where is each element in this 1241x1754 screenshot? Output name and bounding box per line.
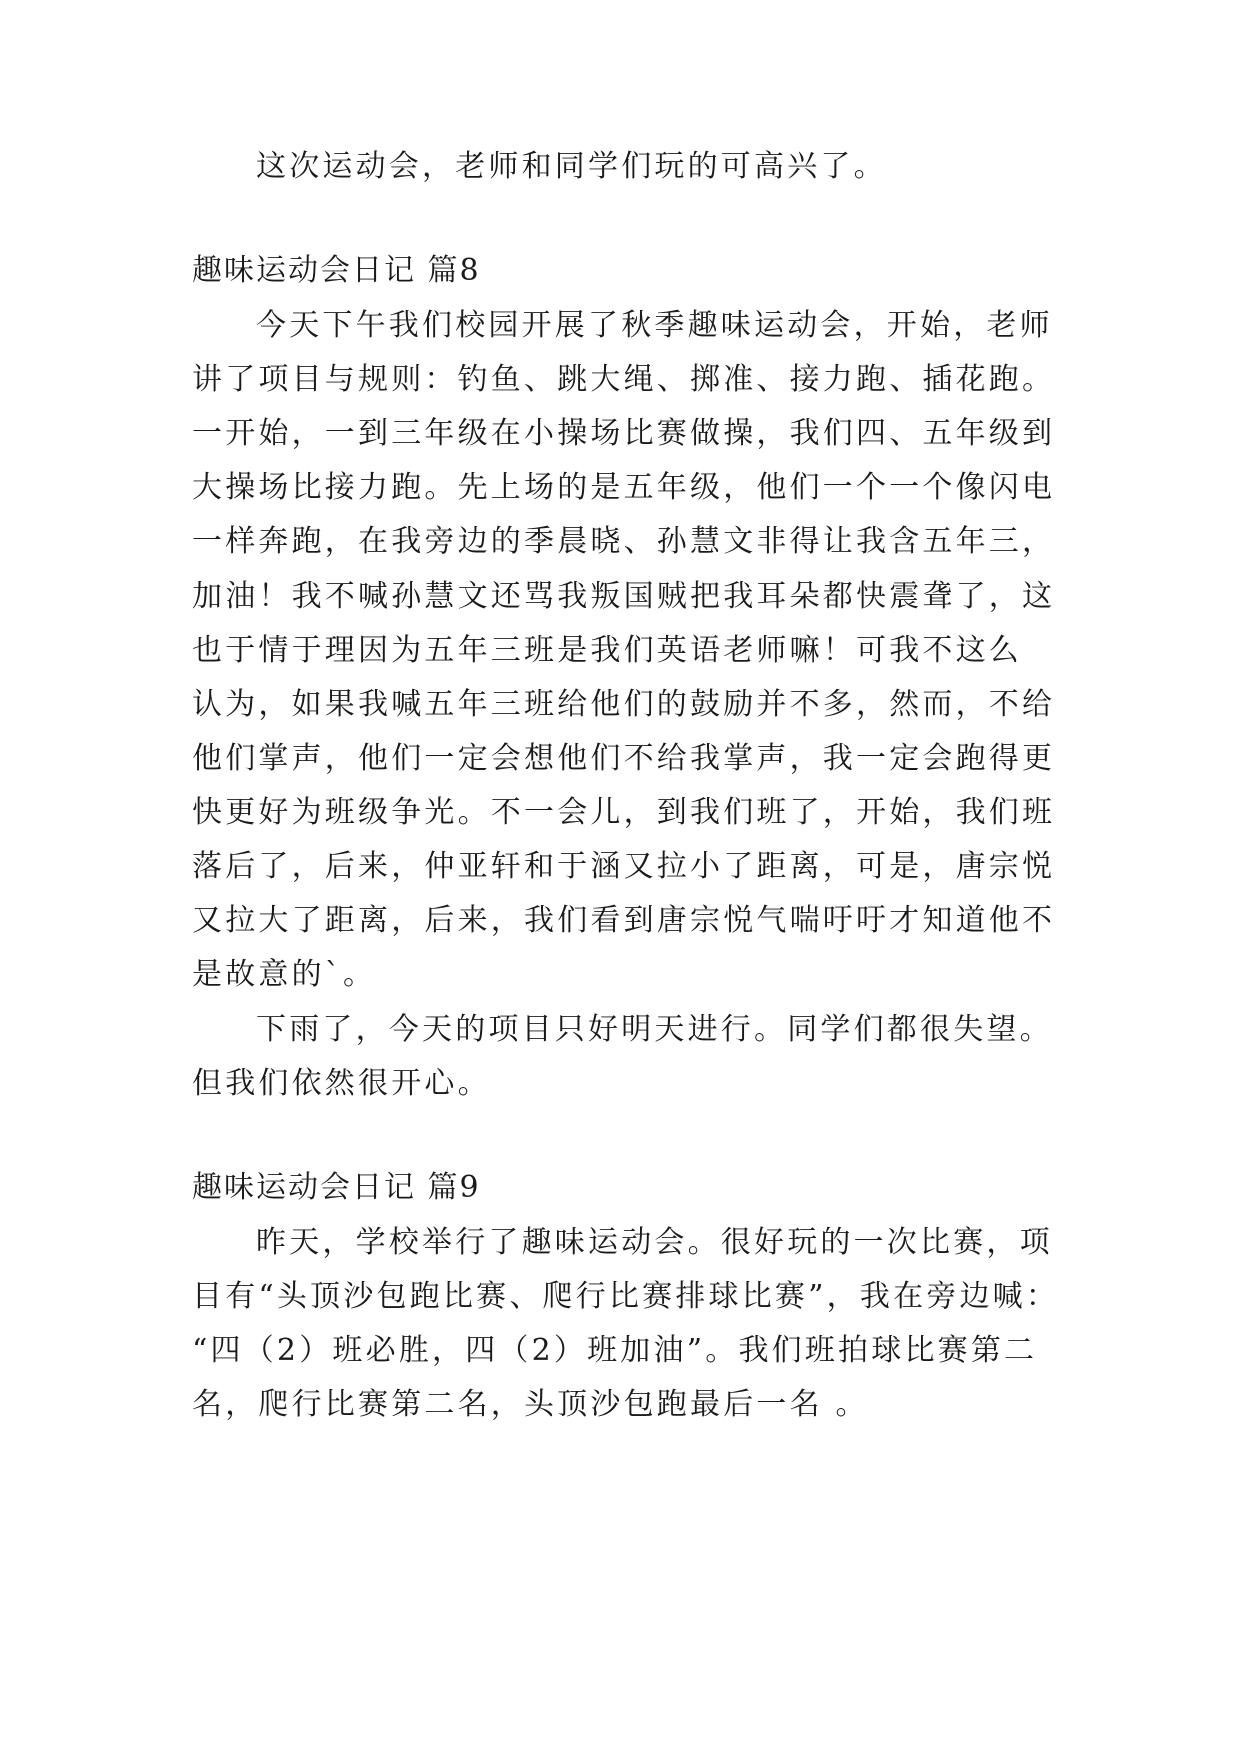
section-9-para-1-line: 目有“头顶沙包跑比赛、爬行比赛排球比赛”，我在旁边喊：	[192, 1279, 1060, 1314]
section-8-title: 趣味运动会日记 篇8	[192, 253, 481, 288]
section-8-para-1-line: 一样奔跑，在我旁边的季晨晓、孙慧文非得让我含五年三，	[192, 524, 1056, 559]
section-8-para-1-line: 快更好为班级争光。不一会儿，到我们班了，开始，我们班	[192, 795, 1056, 830]
section-8-para-2-line: 但我们依然很开心。	[192, 1066, 491, 1101]
section-8-para-1-line: 落后了，后来，仲亚轩和于涵又拉小了距离，可是，唐宗悦	[192, 849, 1056, 884]
section-8-para-1-line: 加油！我不喊孙慧文还骂我叛国贼把我耳朵都快震聋了，这	[192, 579, 1056, 614]
section-8-para-1-line: 今天下午我们校园开展了秋季趣味运动会，开始，老师	[256, 308, 1053, 343]
section-8-para-1-line: 他们掌声，他们一定会想他们不给我掌声，我一定会跑得更	[192, 741, 1056, 776]
section-8-para-1-line: 认为，如果我喊五年三班给他们的鼓励并不多，然而，不给	[192, 687, 1056, 722]
intro-line: 这次运动会，老师和同学们玩的可高兴了。	[256, 149, 887, 184]
section-8-para-1-line: 大操场比接力跑。先上场的是五年级，他们一个一个像闪电	[192, 470, 1056, 505]
section-8-para-1-line: 是故意的`。	[192, 957, 377, 992]
section-8-para-2-line: 下雨了，今天的项目只好明天进行。同学们都很失望。	[256, 1012, 1053, 1047]
section-9-title: 趣味运动会日记 篇9	[192, 1170, 481, 1205]
section-9-para-1-line: 昨天，学校举行了趣味运动会。很好玩的一次比赛，项	[256, 1225, 1053, 1260]
section-8-para-1-line: 也于情于理因为五年三班是我们英语老师嘛！可我不这么	[192, 633, 1022, 668]
section-9-para-1-line: 名，爬行比赛第二名，头顶沙包跑最后一名 。	[192, 1387, 869, 1422]
section-8-para-1-line: 一开始，一到三年级在小操场比赛做操，我们四、五年级到	[192, 416, 1056, 451]
section-8-para-1-line: 又拉大了距离，后来，我们看到唐宗悦气喘吁吁才知道他不	[192, 903, 1056, 938]
section-9-para-1-line: “四（2）班必胜，四（2）班加油”。我们班拍球比赛第二	[192, 1333, 1038, 1368]
section-8-para-1-line: 讲了项目与规则：钓鱼、跳大绳、掷准、接力跑、插花跑。	[192, 362, 1056, 397]
